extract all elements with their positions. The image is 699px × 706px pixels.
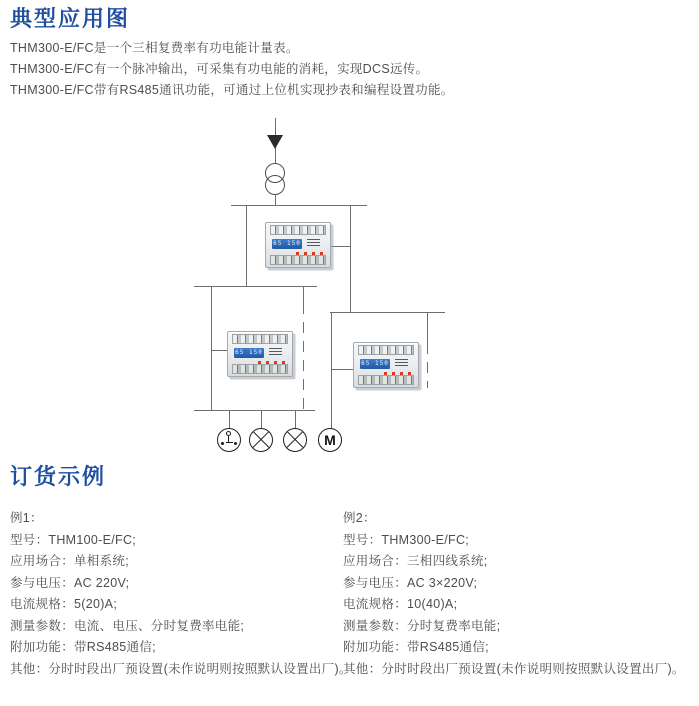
meter2-tap-wire bbox=[211, 350, 227, 351]
ordering-example-2 bbox=[343, 508, 688, 680]
example-line: 测量参数：分时复费率电能; bbox=[343, 618, 501, 633]
main-bus-line bbox=[231, 205, 367, 206]
example-line: 参与电压：AC 3×220V; bbox=[343, 575, 478, 590]
meter-lcd-display: 65 150 bbox=[273, 240, 301, 247]
intro-paragraph: THM300-E/FC有一个脉冲输出，可采集有功电能的消耗，实现DCS远传。 bbox=[10, 62, 429, 76]
left-spare-dashed-wire bbox=[303, 303, 304, 410]
lamp-load-icon bbox=[249, 428, 273, 452]
meter-label-block bbox=[395, 359, 408, 367]
intro-paragraph: THM300-E/FC是一个三相复费率有功电能计量表。 bbox=[10, 41, 299, 55]
section-title-typical-application: 典型应用图 bbox=[10, 6, 131, 31]
right-feeder-wire bbox=[350, 205, 351, 312]
lamp2-drop-wire bbox=[295, 410, 296, 428]
example-line: 型号：THM100-E/FC; bbox=[10, 532, 137, 547]
example-line: 附加功能：带RS485通信; bbox=[10, 640, 156, 654]
feeder-arrow-icon bbox=[267, 135, 283, 149]
example-line: 应用场合：单相系统; bbox=[10, 554, 129, 568]
meter-terminal-strip bbox=[270, 225, 326, 235]
meter-terminal-strip bbox=[270, 255, 326, 265]
example-line: 附加功能：带RS485通信; bbox=[343, 640, 489, 654]
meter-label-block bbox=[307, 239, 320, 247]
example-line: 其他：分时时段出厂预设置(未作说明则按照默认设置出厂)。 bbox=[10, 661, 352, 676]
transformer-to-bus-wire bbox=[275, 194, 276, 205]
motor-branch-wire bbox=[331, 312, 332, 429]
example-line: 型号：THM300-E/FC; bbox=[343, 532, 470, 547]
right-spare-stub-wire bbox=[427, 312, 428, 343]
example-line: 电流规格：5(20)A; bbox=[10, 597, 118, 611]
lamp-load-icon bbox=[283, 428, 307, 452]
left-sub-bus-line bbox=[194, 286, 317, 287]
load-bus-line bbox=[194, 410, 315, 411]
example-line: 测量参数：电流、电压、分时复费率电能; bbox=[10, 618, 245, 633]
meter-terminal-strip bbox=[358, 375, 414, 385]
socket-drop-wire bbox=[229, 410, 230, 428]
energy-meter-3 bbox=[353, 342, 419, 388]
left-spare-stub-wire bbox=[303, 286, 304, 303]
example-line: 参与电压：AC 220V; bbox=[10, 575, 130, 590]
motor-letter: M bbox=[324, 432, 336, 448]
intro-paragraph: THM300-E/FC带有RS485通讯功能，可通过上位机实现抄表和编程设置功能。 bbox=[10, 83, 454, 97]
socket-contact-dot bbox=[234, 442, 237, 445]
transformer-secondary-circle bbox=[265, 175, 285, 195]
meter1-tap-wire bbox=[331, 246, 350, 247]
example-line: 例1： bbox=[10, 511, 43, 525]
meter-lcd-display: 65 150 bbox=[361, 360, 389, 367]
meter-terminal-strip bbox=[232, 334, 288, 344]
meter-label-block bbox=[269, 348, 282, 356]
example-line: 其他：分时时段出厂预设置(未作说明则按照默认设置出厂)。 bbox=[343, 661, 685, 676]
energy-meter-1 bbox=[265, 222, 331, 268]
meter-terminal-strip bbox=[232, 364, 288, 374]
socket-load-icon bbox=[217, 428, 241, 452]
socket-contact-dot bbox=[221, 442, 224, 445]
example-line: 电流规格：10(40)A; bbox=[343, 597, 458, 611]
energy-meter-2 bbox=[227, 331, 293, 377]
ordering-example-1 bbox=[10, 508, 355, 680]
example-line: 应用场合：三相四线系统; bbox=[343, 554, 488, 568]
lamp1-drop-wire bbox=[261, 410, 262, 428]
example-line: 例2： bbox=[343, 511, 376, 525]
section-title-ordering-example: 订货示例 bbox=[10, 464, 107, 489]
meter-terminal-strip bbox=[358, 345, 414, 355]
meter3-tap-wire bbox=[331, 369, 353, 370]
socket-earth-bar bbox=[226, 442, 233, 443]
motor-load-icon bbox=[318, 428, 342, 452]
left-feeder-wire bbox=[246, 205, 247, 286]
left-branch-wire bbox=[211, 286, 212, 410]
meter-lcd-display: 65 150 bbox=[235, 349, 263, 356]
right-spare-dashed-wire bbox=[427, 343, 428, 388]
